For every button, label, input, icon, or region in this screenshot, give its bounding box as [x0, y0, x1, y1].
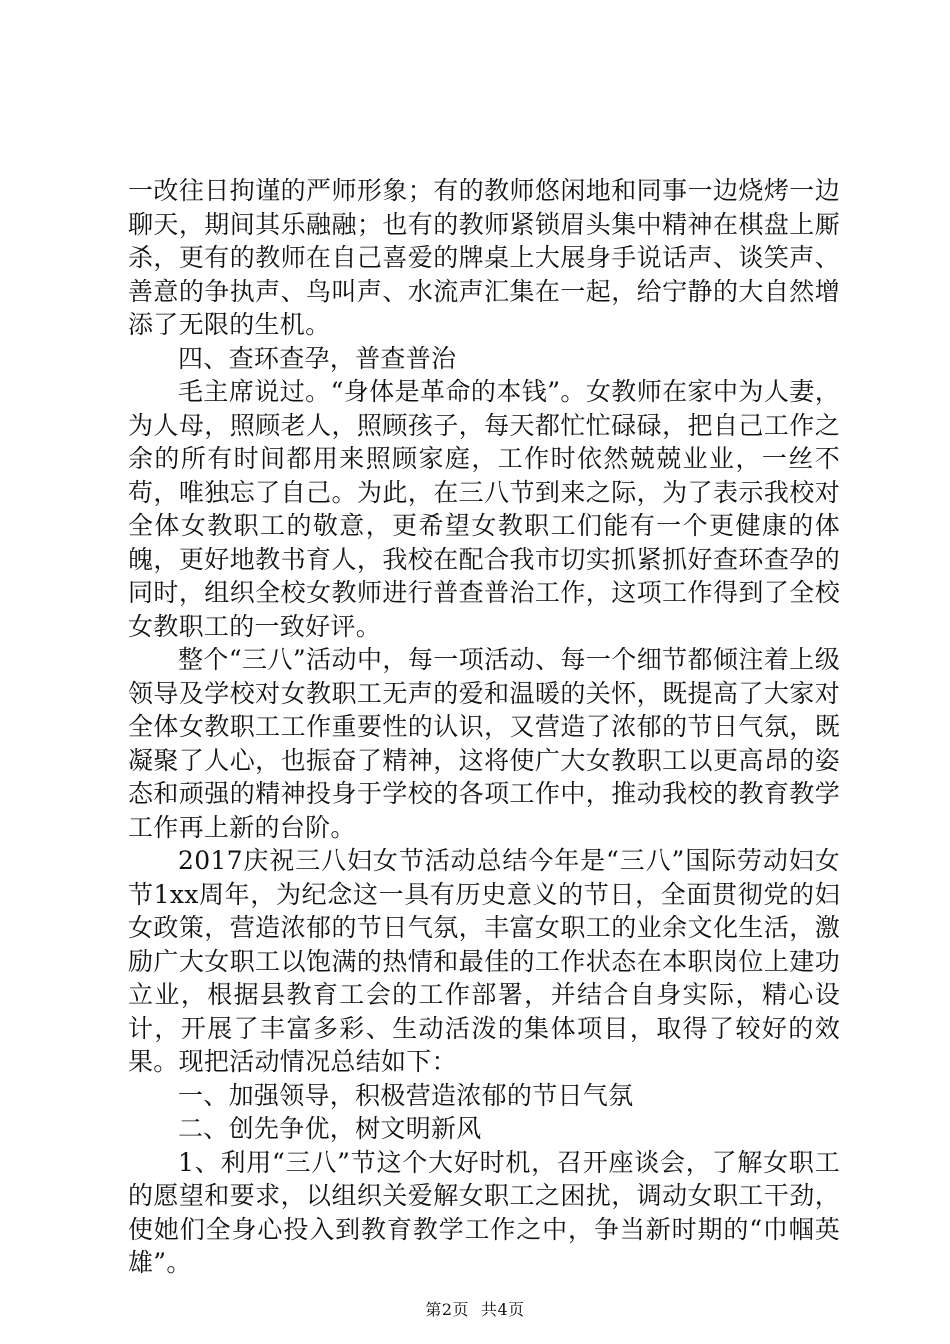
section-heading-4: 四、查环查孕，普查普治: [178, 343, 457, 373]
section-heading-1: 一、加强领导，积极营造浓郁的节日气氛: [178, 1080, 634, 1110]
paragraph-4: 2017庆祝三八妇女节活动总结今年是“三八”国际劳动妇女节1xx周年，为纪念这一具有历史意义的节日，全面贯彻党的妇女政策，营造浓郁的节日气氛，丰富女职工的业余文化生活，激励广大女职工以饱满的热情和最佳的工作状态在本职岗位上建功立业，根据县教育工会的工作部署，并结合自身实际，精心设计，开展了丰富多彩、生动活泼的集体项目，取得了较好的效果。现把活动情况总结如下：: [128, 846, 840, 1076]
paragraph-3: 整个“三八”活动中，每一项活动、每一个细节都倾注着上级领导及学校对女教职工无声的爱和温暖的关怀，既提高了大家对全体女教职工工作重要性的认识，又营造了浓郁的节日气氛，既凝聚了人心，也振奋了精神，这将使广大女教职工以更高昂的姿态和顽强的精神投身于学校的各项工作中，推动我校的教育教学工作再上新的台阶。: [128, 645, 840, 842]
paragraph-2: 毛主席说过。“身体是革命的本钱”。女教师在家中为人妻，为人母，照顾老人，照顾孩子，每天都忙忙碌碌，把自己工作之余的所有时间都用来照顾家庭，工作时依然兢兢业业，一丝不苟，唯独忘了自己。为此，在三八节到来之际，为了表示我校对全体女教职工的敬意，更希望女教职工们能有一个更健康的体魄，更好地教书育人，我校在配合我市切实抓紧抓好查环查孕的同时，组织全校女教师进行普查普治工作，这项工作得到了全校女教职工的一致好评。: [128, 377, 840, 641]
paragraph-5: 1、利用“三八”节这个大好时机，召开座谈会，了解女职工的愿望和要求，以组织关爱解女职工之困扰，调动女职工干劲，使她们全身心投入到教育教学工作之中，争当新时期的“巾帼英雄”。: [128, 1147, 840, 1277]
page-footer: [0, 1300, 950, 1320]
page-total: 共4页: [481, 1300, 525, 1319]
section-heading-2: 二、创先争优，树文明新风: [178, 1114, 482, 1143]
paragraph-1: 一改往日拘谨的严师形象；有的教师悠闲地和同事一边烧烤一边聊天，期间其乐融融；也有的教师紧锁眉头集中精神在棋盘上厮杀，更有的教师在自己喜爱的牌桌上大展身手说话声、谈笑声、善意的争执声、鸟叫声、水流声汇集在一起，给宁静的大自然增添了无限的生机。: [128, 176, 840, 339]
document-body: [128, 174, 840, 1280]
page-number: 第2页: [425, 1300, 469, 1319]
